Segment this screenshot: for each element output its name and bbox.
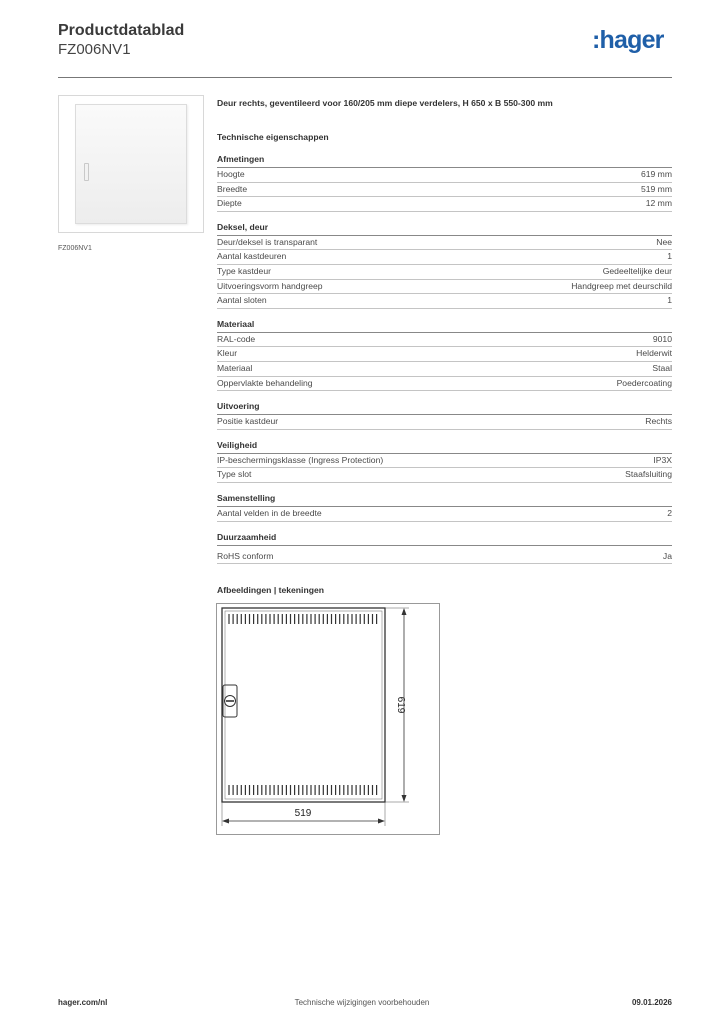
spec-group-title: Deksel, deur	[217, 222, 672, 236]
spec-group-title: Materiaal	[217, 319, 672, 333]
vent-slots-top	[229, 614, 377, 624]
spec-value: Nee	[656, 236, 672, 247]
spec-value: Rechts	[645, 416, 672, 427]
arrow-head	[222, 819, 229, 824]
spec-value: Staal	[652, 362, 672, 373]
arrow-head	[402, 795, 407, 802]
spec-value: Helderwit	[636, 348, 672, 359]
technical-drawing	[216, 603, 440, 835]
spec-value: Ja	[662, 550, 672, 561]
door-inner-outline	[225, 611, 382, 799]
hager-logo: :hager	[592, 26, 664, 54]
spec-row	[217, 507, 672, 522]
spec-row	[217, 183, 672, 198]
spec-value: 2	[667, 507, 672, 518]
spec-group-duurzaamheid	[217, 532, 672, 565]
spec-group-title: Afmetingen	[217, 154, 672, 168]
spec-row	[217, 468, 672, 483]
spec-label: Positie kastdeur	[217, 416, 279, 427]
spec-value: 1	[667, 251, 672, 262]
spec-value: Staafsluiting	[625, 469, 672, 480]
spec-row	[217, 280, 672, 295]
spec-label: Aantal kastdeuren	[217, 251, 287, 262]
spec-group-uitvoering	[217, 401, 672, 430]
spec-row	[217, 415, 672, 430]
spec-label: Deur/deksel is transparant	[217, 236, 318, 247]
vent-slots-bottom	[229, 785, 377, 795]
door-drawing-svg	[217, 604, 439, 834]
spec-group-veiligheid	[217, 440, 672, 483]
spec-value: 619 mm	[640, 169, 672, 179]
header-divider	[58, 77, 672, 78]
product-image-caption: FZ006NV1	[58, 245, 92, 252]
spec-label: Kleur	[217, 348, 238, 359]
page-title: Productdatablad	[58, 22, 185, 39]
spec-value: Handgreep met deurschild	[571, 280, 672, 291]
spec-label: RAL-code	[217, 333, 256, 344]
footer-date: 09.01.2026	[631, 998, 672, 1007]
spec-label: Type kastdeur	[217, 265, 271, 276]
spec-label: RoHS conform	[217, 550, 274, 561]
product-description: Deur rechts, geventileerd voor 160/205 mm diepe verdelers, H 650 x B 550-300 mm	[217, 98, 553, 108]
spec-row	[217, 197, 672, 212]
spec-group-samenstelling	[217, 493, 672, 522]
product-image	[58, 95, 204, 233]
spec-group-afmetingen	[217, 154, 672, 212]
spec-label: Hoogte	[217, 169, 245, 179]
spec-label: Type slot	[217, 469, 252, 480]
height-dimension-label: 619	[395, 696, 406, 714]
spec-group-deksel-deur	[217, 222, 672, 309]
spec-group-materiaal	[217, 319, 672, 391]
spec-value: IP3X	[653, 454, 672, 465]
spec-group-title: Samenstelling	[217, 493, 672, 507]
arrow-head	[402, 608, 407, 615]
spec-row	[217, 362, 672, 377]
spec-row	[217, 550, 672, 565]
spec-label: Oppervlakte behandeling	[217, 377, 313, 388]
width-dimension-label: 519	[294, 808, 312, 819]
specs-title: Technische eigenschappen	[217, 132, 329, 142]
spec-label: Aantal sloten	[217, 295, 267, 306]
door-outline	[222, 608, 385, 802]
images-title: Afbeeldingen | tekeningen	[217, 585, 324, 595]
spec-value: 1	[667, 295, 672, 306]
door-illustration	[75, 104, 187, 224]
spec-value: 519 mm	[640, 183, 672, 194]
spec-label: IP-beschermingsklasse (Ingress Protection)	[217, 454, 384, 465]
spec-row	[217, 294, 672, 309]
spec-group-title: Uitvoering	[217, 401, 672, 415]
spec-content	[217, 98, 672, 582]
spec-label: Breedte	[217, 183, 248, 194]
spec-row	[217, 265, 672, 280]
spec-value: 9010	[652, 333, 672, 344]
spec-row	[217, 333, 672, 348]
spec-group-title: Duurzaamheid	[217, 532, 672, 546]
spec-group-title: Veiligheid	[217, 440, 672, 454]
spec-value: 12 mm	[645, 198, 672, 209]
spec-value: Gedeeltelijke deur	[602, 265, 672, 276]
footer-disclaimer: Technische wijzigingen voorbehouden	[294, 998, 430, 1007]
spec-row	[217, 236, 672, 251]
door-latch-icon	[84, 163, 89, 181]
product-code: FZ006NV1	[58, 41, 131, 58]
spec-row	[217, 168, 672, 183]
spec-label: Diepte	[217, 198, 242, 209]
arrow-head	[378, 819, 385, 824]
spec-row	[217, 377, 672, 392]
spec-label: Aantal velden in de breedte	[217, 507, 322, 518]
footer-website: hager.com/nl	[58, 998, 108, 1007]
spec-label: Materiaal	[217, 362, 253, 373]
spec-row	[217, 250, 672, 265]
spec-value: Poedercoating	[616, 377, 672, 388]
spec-label: Uitvoeringsvorm handgreep	[217, 280, 323, 291]
spec-row	[217, 454, 672, 469]
spec-row	[217, 347, 672, 362]
